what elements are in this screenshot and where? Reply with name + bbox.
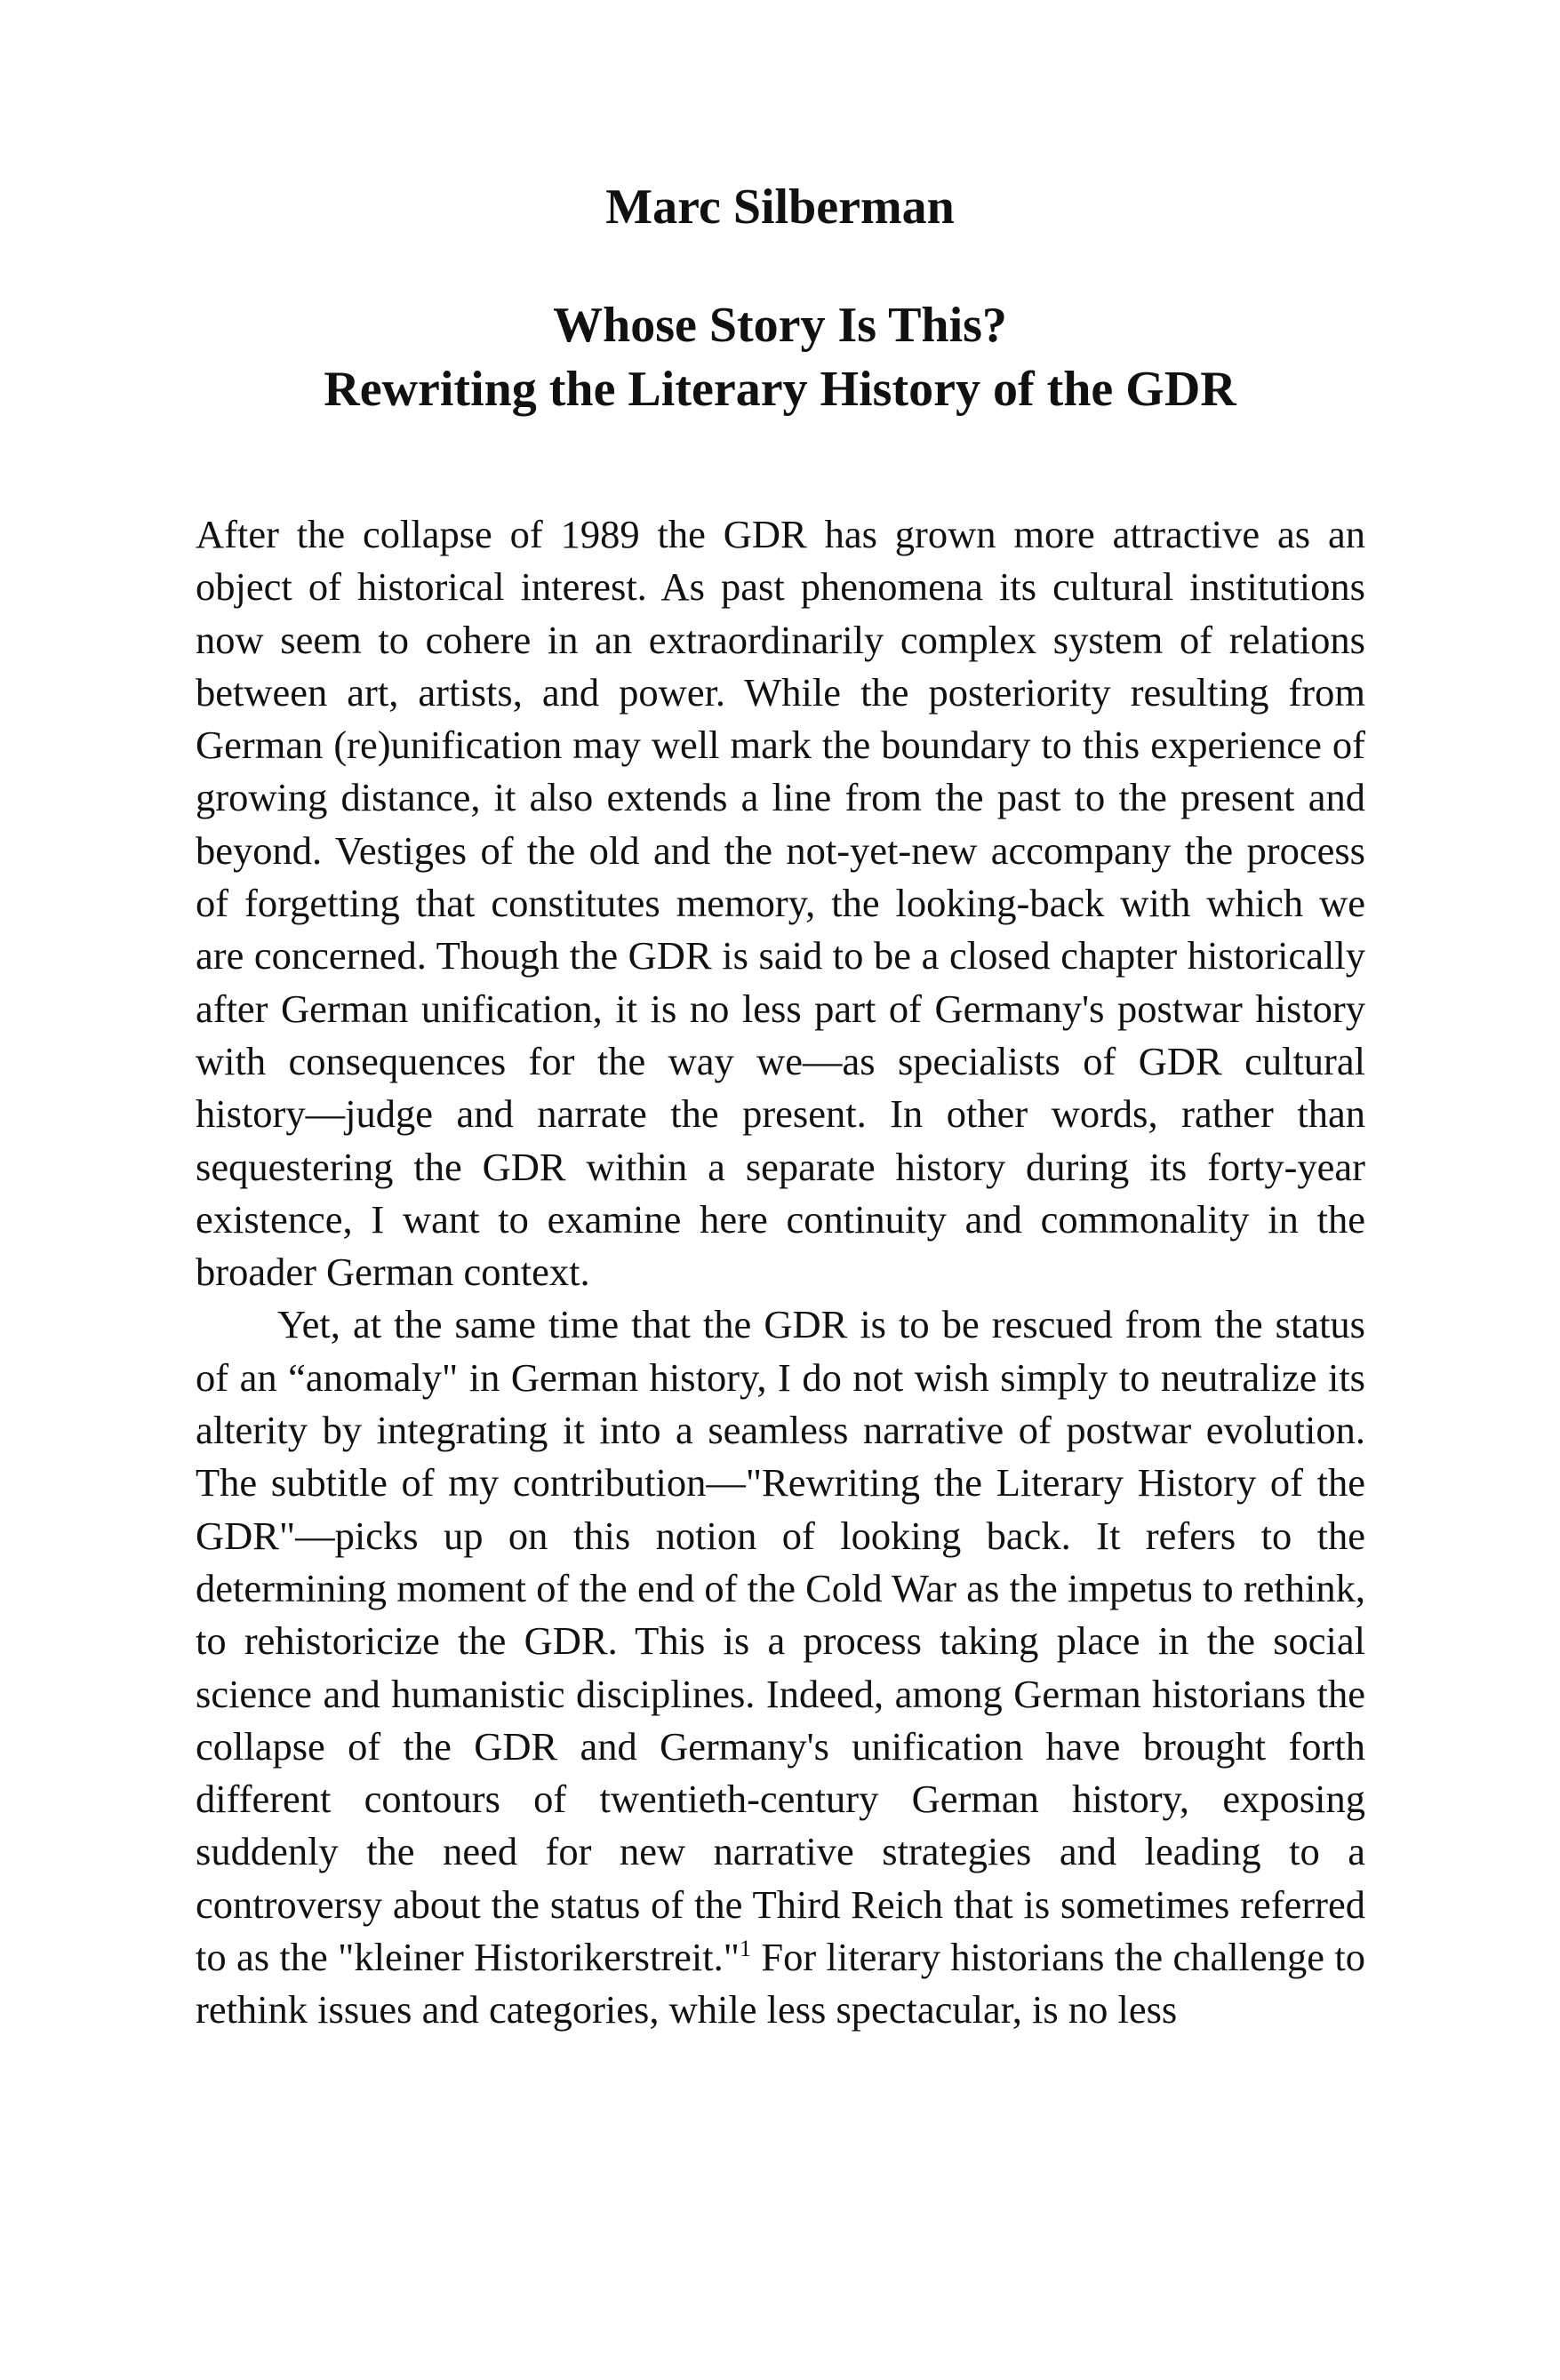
article-title xyxy=(0,293,1560,421)
article-title-line-1: Whose Story Is This? xyxy=(553,298,1007,353)
article-title-line-2: Rewriting the Literary History of the GDR xyxy=(324,362,1236,417)
paragraph-2-continuation: For literary historians the challenge to rethink issues and categories, while less spectacular, is no less xyxy=(196,1935,1365,2033)
footnote-reference-1: 1 xyxy=(739,1936,751,1962)
paragraph-2-text: Yet, at the same time that the GDR is to be rescued from the status of an “anomaly" in German history, I do not wish simply to neutralize its alterity by integrating it into a seamless narrative of postwar evolution. The subtitle of my contribution—"Rewriting the Literary History of the GDR"—picks up on this notion of looking back. It refers to the determining moment of the end of the Cold War as the impetus to rethink, to rehistoricize the GDR. This is a process taking place in the social science and humanistic disciplines. Indeed, among German historians the collapse of the GDR and Germany's unification have brought forth different contours of twentieth-century German history, exposing suddenly the need for new narrative strategies and leading to a controversy about the status of the Third Reich that is sometimes referred to as the "kleiner Historikerstreit." xyxy=(196,1302,1365,1980)
author-name: Marc Silberman xyxy=(605,180,955,235)
article-body xyxy=(196,508,1365,2037)
paragraph-1: After the collapse of 1989 the GDR has grown more attractive as an object of historical interest. As past phenomena its cultural institutions now seem to cohere in an extraordinarily complex system of relations between art, artists, and power. While the posteriority resulting from German (re)unification may well mark the boundary to this experience of growing distance, it also extends a line from the past to the present and beyond. Vestiges of the old and the not-yet-new accompany the process of forgetting that constitutes memory, the looking-back with which we are concerned. Though the GDR is said to be a closed chapter historically after German unification, it is no less part of Germany's postwar history with consequences for the way we—as specialists of GDR cultural history—judge and narrate the present. In other words, rather than sequestering the GDR within a separate history during its forty-year existence, I want to examine here continuity and commonality in the broader German context. xyxy=(196,512,1365,1295)
paragraph-2 xyxy=(196,1298,1365,2036)
